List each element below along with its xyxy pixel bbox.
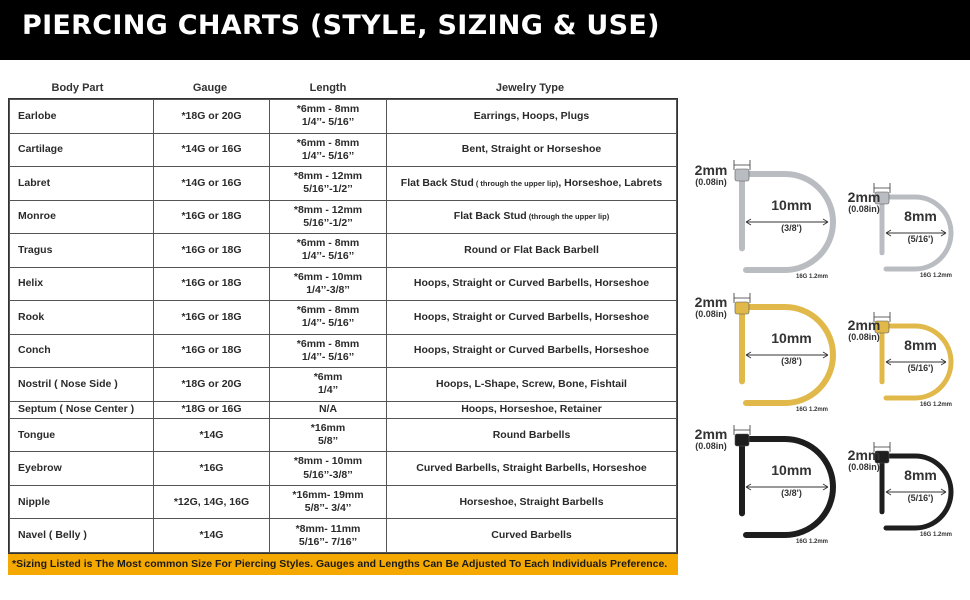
diameter-inch-label: (5/16') [907,493,934,503]
diameter-label: 10mm [771,462,812,478]
gauge-cell: *16G or 18G [154,267,270,301]
jewelry-type: Flat Back Stud [400,176,474,189]
gauge-cell: *16G or 18G [154,200,270,234]
body-part-cell: Monroe [10,200,154,234]
jewelry-type: Hoops, Straight or Curved Barbells, Horseshoe [413,344,650,357]
diameter-label: 8mm [904,208,937,224]
gauge-cell: *18G or 20G [154,368,270,402]
length-in: 5/16’’-1/2’’ [303,216,353,229]
head-size-label: 2mm [694,426,728,442]
body-part-cell: Navel ( Belly ) [10,519,154,553]
length-mm: *6mm - 8mm [296,337,360,350]
length-in: 1/4’’- 5/16’’ [301,317,355,330]
head-size-inch-label: (0.08in) [695,177,727,187]
gauge-label: 16G 1.2mm [919,402,953,408]
diameter-label: 10mm [771,330,812,346]
jewelry-type: Earrings, Hoops, Plugs [473,109,590,122]
length-mm: N/A [318,403,338,416]
length-mm: *6mm - 10mm [293,270,363,283]
jewelry-note: (through the upper lip) [526,212,610,222]
length-mm: *8mm- 11mm [295,522,361,535]
head-size-label: 2mm [847,189,881,205]
gauge-cell: *18G or 16G [154,401,270,418]
jewelry-type: Bent, Straight or Horseshoe [461,143,602,156]
jewelry-type: Hoops, Straight or Curved Barbells, Horseshoe [413,310,650,323]
jewelry-type: Hoops, Straight or Curved Barbells, Horseshoe [413,277,650,290]
length-in: 5/8’’ [317,435,339,448]
diameter-inch-label: (3/8') [781,488,802,498]
length-in: 1/4’’- 5/16’’ [301,250,355,263]
jewelry-type: Flat Back Stud [453,210,527,223]
jewelry-type: Round Barbells [492,428,571,441]
body-part-cell: Rook [10,301,154,335]
length-mm: *6mm - 8mm [296,103,360,116]
body-part-cell: Tragus [10,234,154,268]
length-mm: *6mm - 8mm [296,304,360,317]
length-in: 5/16’’-3/8’’ [303,468,353,481]
head-size-inch-label: (0.08in) [695,309,727,319]
body-part-cell: Cartilage [10,133,154,167]
body-part-cell: Helix [10,267,154,301]
length-mm: *8mm - 12mm [293,203,363,216]
ring-silver [734,160,833,270]
length-in: 1/4’’- 5/16’’ [301,350,355,363]
gauge-cell: *14G or 16G [154,133,270,167]
gauge-cell: *14G [154,418,270,452]
diameter-label: 8mm [904,337,937,353]
diameter-inch-label: (5/16') [907,234,934,244]
length-in: 5/16’’- 7/16’’ [298,535,358,548]
jewelry-type: Round or Flat Back Barbell [464,243,599,256]
body-part-cell: Conch [10,334,154,368]
gauge-label: 16G 1.2mm [795,407,829,413]
gauge-cell: *14G [154,519,270,553]
diameter-label: 10mm [771,197,812,213]
footer-note: *Sizing Listed is The Most common Size For Piercing Styles. Gauges and Lengths Can Be Adjusted To Each Individuals Preference. [8,554,678,575]
ring-black [874,442,951,528]
head-dimension-line [734,160,750,170]
gauge-cell: *14G or 16G [154,167,270,201]
header-jewelry-type: Jewelry Type [495,82,565,94]
gauge-label: 16G 1.2mm [919,273,953,279]
head-dimension-line [734,425,750,435]
diameter-inch-label: (5/16') [907,363,934,373]
ring-gold [874,312,951,398]
diameter-label: 8mm [904,467,937,483]
ring-head [735,434,749,446]
gauge-label: 16G 1.2mm [919,532,953,538]
length-in: 1/4’’- 5/16’’ [301,149,355,162]
body-part-cell: Septum ( Nose Center ) [10,401,154,418]
ring-silver [874,183,951,269]
gauge-cell: *18G or 20G [154,100,270,134]
ring-black [734,425,833,535]
length-in: 5/8’’- 3/4’’ [304,502,352,515]
jewelry-type: Horseshoe, Straight Barbells [459,495,604,508]
gauge-cell: *12G, 14G, 16G [154,485,270,519]
body-part-cell: Eyebrow [10,452,154,486]
head-size-inch-label: (0.08in) [848,332,880,342]
ring-head [735,302,749,314]
length-in: 1/4’’- 5/16’’ [301,116,355,129]
length-mm: *8mm - 12mm [293,170,363,183]
head-dimension-line [734,293,750,303]
length-mm: *6mm - 8mm [296,136,360,149]
length-mm: *16mm [310,421,346,434]
length-in: 5/16’’-1/2’’ [303,183,353,196]
length-in: 1/4’’-3/8’’ [306,283,350,296]
head-size-inch-label: (0.08in) [848,204,880,214]
head-size-label: 2mm [847,447,881,463]
diameter-inch-label: (3/8') [781,223,802,233]
length-in: 1/4’’ [317,384,339,397]
jewelry-type-extra: , Horseshoe, Labrets [558,176,663,189]
length-mm: *8mm - 10mm [293,455,363,468]
gauge-cell: *16G or 18G [154,234,270,268]
header-body-part: Body Part [51,82,104,94]
head-size-inch-label: (0.08in) [848,462,880,472]
header-length: Length [309,82,347,94]
jewelry-type: Hoops, Horseshoe, Retainer [461,403,602,416]
page-title: PIERCING CHARTS (STYLE, SIZING & USE) [22,10,660,41]
body-part-cell: Labret [10,167,154,201]
header-gauge: Gauge [192,82,228,94]
gauge-cell: *16G or 18G [154,301,270,335]
jewelry-type: Curved Barbells, Straight Barbells, Horseshoe [416,462,647,475]
gauge-cell: *16G [154,452,270,486]
jewelry-type: Hoops, L-Shape, Screw, Bone, Fishtail [436,377,627,390]
body-part-cell: Nostril ( Nose Side ) [10,368,154,402]
ring-gold [734,293,833,403]
length-mm: *16mm- 19mm [292,488,364,501]
jewelry-note: ( through the upper lip) [473,178,559,188]
body-part-cell: Earlobe [10,100,154,134]
head-size-label: 2mm [694,294,728,310]
jewelry-type: Curved Barbells [491,529,572,542]
head-size-label: 2mm [847,317,881,333]
body-part-cell: Nipple [10,485,154,519]
gauge-cell: *16G or 18G [154,334,270,368]
head-size-inch-label: (0.08in) [695,441,727,451]
gauge-label: 16G 1.2mm [795,539,829,545]
gauge-label: 16G 1.2mm [795,274,829,280]
length-mm: *6mm - 8mm [296,237,360,250]
diameter-inch-label: (3/8') [781,356,802,366]
ring-head [735,169,749,181]
body-part-cell: Tongue [10,418,154,452]
head-size-label: 2mm [694,162,728,178]
length-mm: *6mm [313,371,343,384]
